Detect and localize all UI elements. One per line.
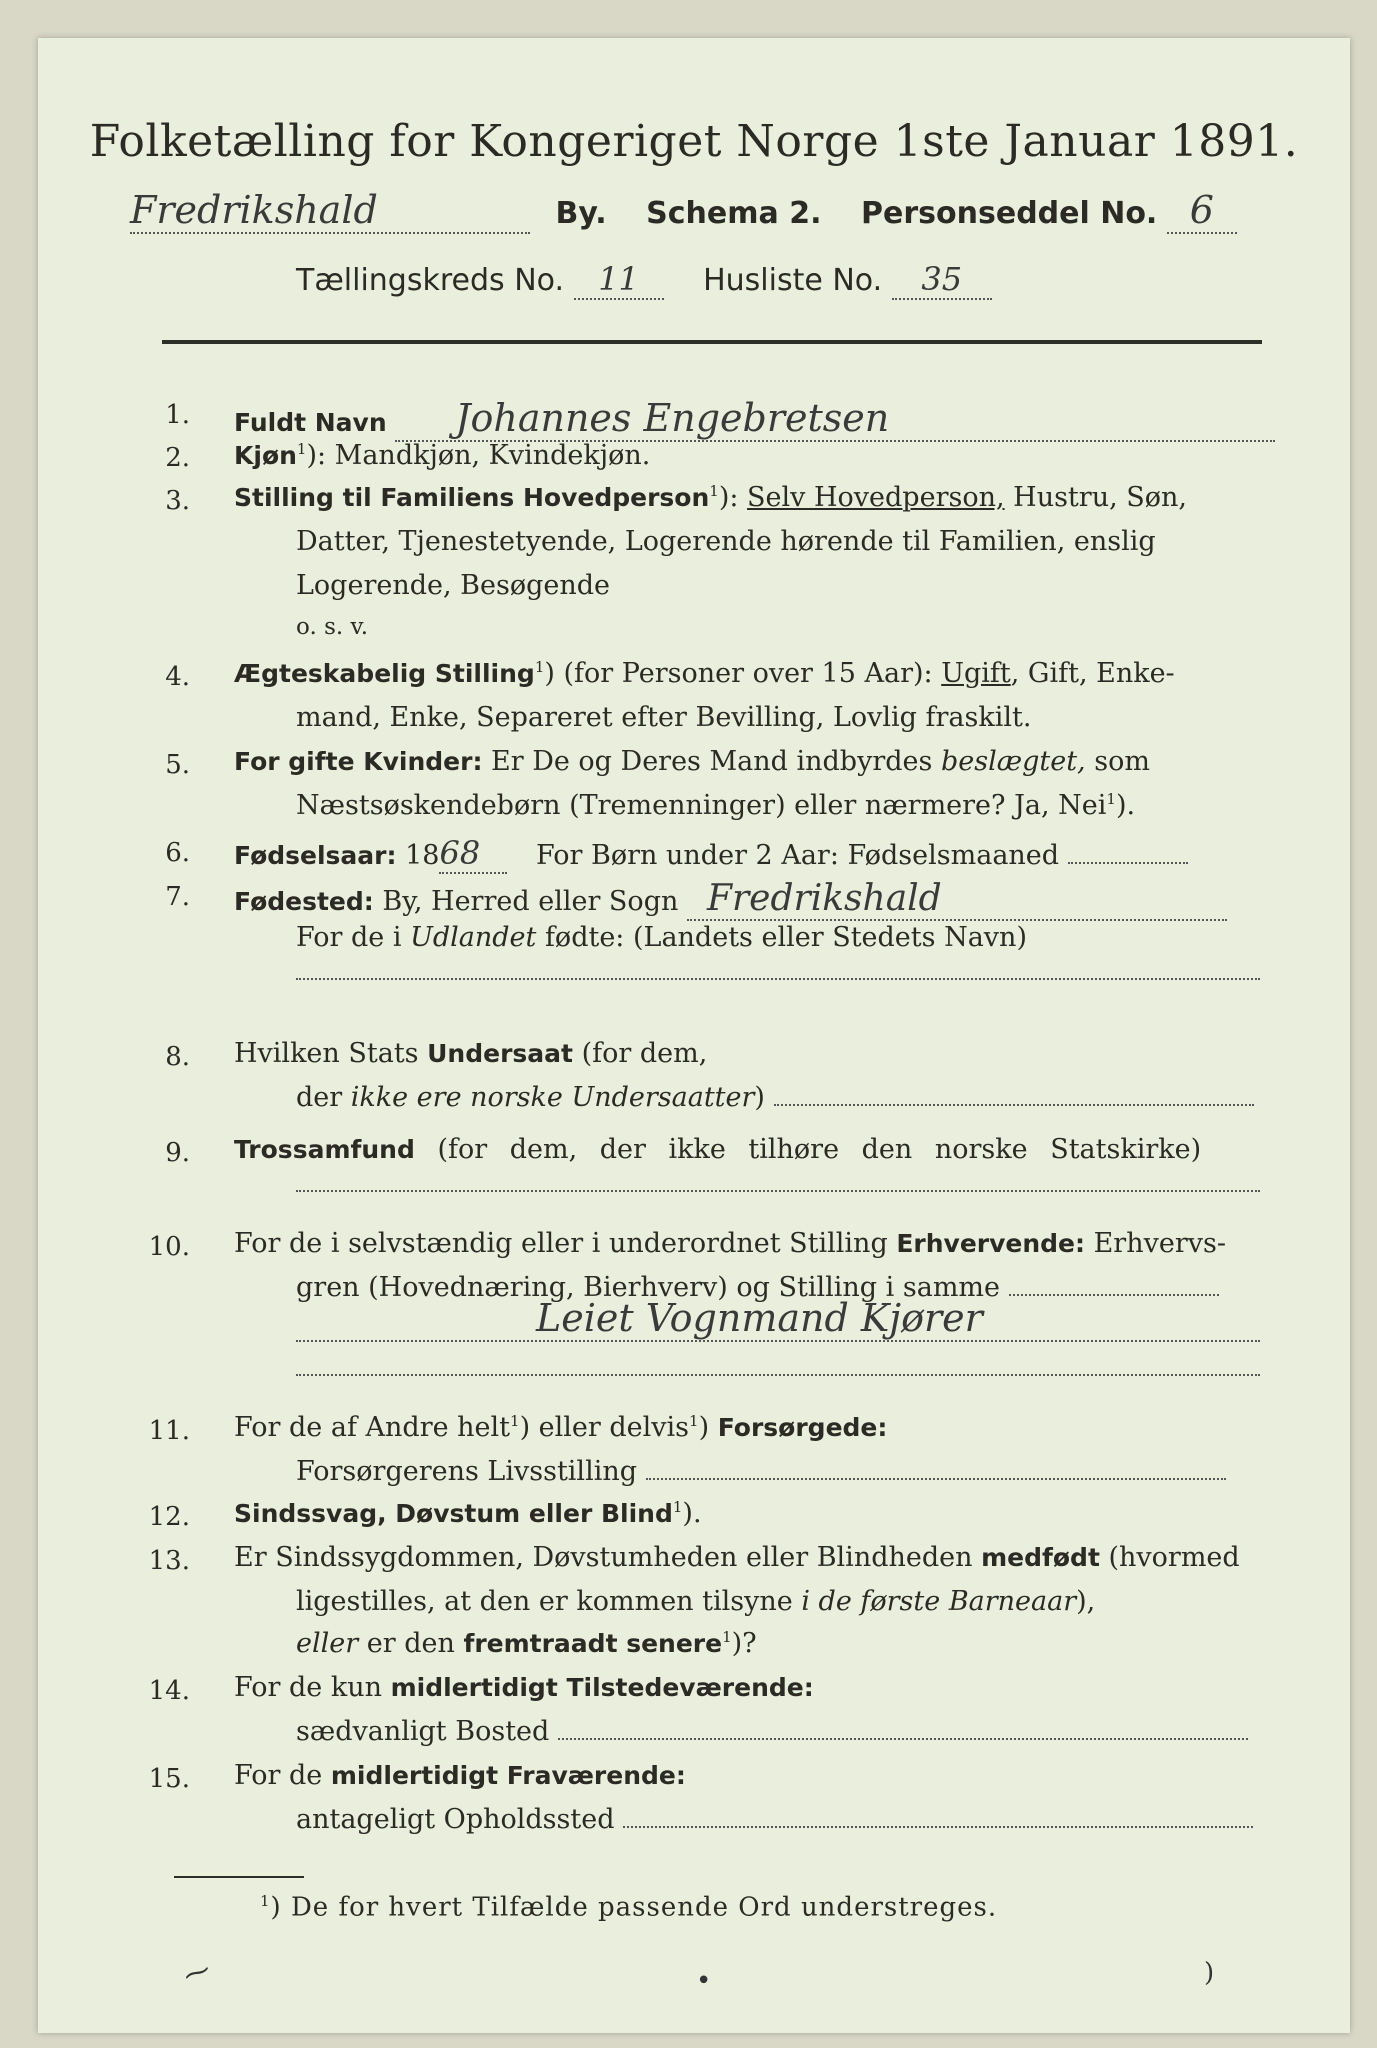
city-handwritten: Fredrikshald xyxy=(130,188,530,234)
item-birthplace xyxy=(234,878,1227,921)
item-marital-status xyxy=(234,658,1175,689)
disability-label: Sindssvag, Døvstum eller Blind xyxy=(234,1499,673,1528)
item-number: 7. xyxy=(165,882,190,912)
schema-line xyxy=(130,188,1330,234)
text: Næstsøskendebørn (Tremenninger) eller nærmere? Ja, Nei xyxy=(296,790,1107,821)
text: Erhvervs- xyxy=(1085,1228,1226,1259)
husliste-value: 35 xyxy=(892,260,992,300)
footnote-ref: 1 xyxy=(672,1498,683,1516)
item-married-women xyxy=(234,746,1150,777)
congenital-label: medfødt xyxy=(981,1543,1100,1572)
gender-label: Kjøn xyxy=(234,441,297,470)
item-number: 6. xyxy=(165,838,190,868)
birthplace-abroad-blank xyxy=(296,978,1260,980)
kreds-value: 11 xyxy=(574,260,664,300)
item-number: 15. xyxy=(148,1764,190,1794)
text: Forsørgerens Livsstilling xyxy=(296,1456,638,1487)
household-position-label: Stilling til Familiens Hovedperson xyxy=(234,483,710,512)
item-occupation xyxy=(234,1228,1226,1259)
item-number: 11. xyxy=(148,1416,190,1446)
item-congenital xyxy=(234,1542,1240,1573)
by-label: By. xyxy=(555,196,607,231)
ink-mark: ) xyxy=(1204,1958,1215,1988)
citizenship-label: Undersaat xyxy=(427,1039,573,1068)
text: )? xyxy=(731,1628,757,1659)
text: (hvormed xyxy=(1099,1542,1240,1573)
text: 18 xyxy=(396,840,440,871)
husliste-label: Husliste No. xyxy=(703,263,883,298)
temporary-absent-line2 xyxy=(296,1804,1253,1835)
usual-residence-blank xyxy=(558,1738,1248,1740)
household-position-line3: Logerende, Besøgende xyxy=(296,570,610,601)
text: i de første Barneaar xyxy=(801,1586,1077,1617)
text: som xyxy=(1085,746,1150,777)
text: fødte: (Landets eller Stedets Navn) xyxy=(536,922,1027,953)
marital-status-selected: Ugift xyxy=(941,658,1011,689)
household-position-line2: Datter, Tjenestetyende, Logerende hørende til Familien, enslig xyxy=(296,526,1156,557)
later-onset-label: fremtraadt senere xyxy=(463,1629,723,1658)
personseddel-label: Personseddel No. xyxy=(861,196,1158,231)
text: For de i xyxy=(296,922,411,953)
married-women-line2 xyxy=(296,790,1135,821)
item-gender xyxy=(234,440,650,471)
household-position-selected: Selv Hovedperson, xyxy=(747,482,1005,513)
marital-status-label: Ægteskabelig Stilling xyxy=(234,659,535,688)
item-disability xyxy=(234,1498,702,1529)
census-form-sheet xyxy=(38,38,1350,2033)
item-number: 12. xyxy=(148,1502,190,1532)
footnote-ref: 1 xyxy=(296,440,307,458)
ink-mark: • xyxy=(696,1966,712,1996)
text: ). xyxy=(682,1498,702,1529)
text: (for dem, xyxy=(572,1038,708,1069)
footnote-ref: 1 xyxy=(722,1628,732,1646)
occupation-value: Leiet Vognmand Kjører xyxy=(296,1296,1260,1342)
footnote-ref: 1 xyxy=(1106,790,1116,808)
kreds-line xyxy=(296,260,992,300)
item-number: 13. xyxy=(148,1546,190,1576)
text: gren (Hovednæring, Bierhverv) og Stilling i samme xyxy=(296,1272,1001,1303)
text: Hustru, Søn, xyxy=(1004,482,1187,513)
birthplace-label: Fødested: xyxy=(234,887,374,916)
text: ): xyxy=(718,482,748,513)
citizenship-line2 xyxy=(296,1082,1254,1113)
birth-month-blank xyxy=(1068,862,1188,864)
text: ligestilles, at den er kommen tilsyne xyxy=(296,1586,802,1617)
birthplace-line2 xyxy=(296,922,1027,953)
footnote-marker: 1 xyxy=(260,1892,271,1910)
marital-status-line2: mand, Enke, Separeret efter Bevilling, Lovlig fraskilt. xyxy=(296,702,1032,733)
item-number: 10. xyxy=(148,1232,190,1262)
text: , Gift, Enke- xyxy=(1010,658,1175,689)
full-name-label: Fuldt Navn xyxy=(234,408,387,437)
form-title: Folketælling for Kongeriget Norge 1ste Januar 1891. xyxy=(89,116,1299,167)
birth-year-label: Fødselsaar: xyxy=(234,841,397,870)
text: ) xyxy=(754,1082,765,1113)
text: For de af Andre helt xyxy=(234,1412,511,1443)
kreds-label: Tællingskreds No. xyxy=(296,263,564,298)
item-citizenship xyxy=(234,1038,707,1069)
text: Er De og Deres Mand indbyrdes xyxy=(482,746,941,777)
text: ikke ere norske Undersaatter xyxy=(350,1082,755,1113)
full-name-value: Johannes Engebretsen xyxy=(395,396,1275,442)
item-number: 2. xyxy=(165,443,190,473)
text: ). xyxy=(1115,790,1136,821)
item-number: 14. xyxy=(148,1676,190,1706)
birthplace-value: Fredrikshald xyxy=(687,878,1227,921)
item-household-position xyxy=(234,482,1187,513)
item-number: 8. xyxy=(165,1042,190,1072)
text: For Børn under 2 Aar: Fødselsmaaned xyxy=(536,840,1060,871)
temporary-absent-label: midlertidigt Fraværende: xyxy=(330,1761,686,1790)
text: der xyxy=(296,1082,351,1113)
supported-label: Forsørgede: xyxy=(717,1413,888,1442)
text: For de kun xyxy=(234,1672,391,1703)
item-number: 9. xyxy=(165,1138,190,1168)
text: beslægtet, xyxy=(940,746,1086,777)
item-supported: For de af Andre helt$^1$) eller delvis$^1$) Forsørgede: xyxy=(234,1412,888,1443)
item-number: 3. xyxy=(165,486,190,516)
item-full-name xyxy=(234,396,1275,442)
personseddel-value: 6 xyxy=(1167,188,1237,234)
item-number: 1. xyxy=(165,400,190,430)
item-number: 4. xyxy=(165,662,190,692)
occupation-label: Erhvervende: xyxy=(896,1229,1086,1258)
text: sædvanligt Bosted xyxy=(296,1716,550,1747)
text: Er Sindssygdommen, Døvstumheden eller Blindheden xyxy=(234,1542,982,1573)
footnote-ref: 1 xyxy=(534,658,545,676)
item-number: 5. xyxy=(165,750,190,780)
gender-options: ): Mandkjøn, Kvindekjøn. xyxy=(306,440,651,471)
text: er den xyxy=(358,1628,464,1659)
footnote-text: ) De for hvert Tilfælde passende Ord understreges. xyxy=(270,1892,998,1923)
text: By, Herred eller Sogn xyxy=(373,886,679,917)
text: Hvilken Stats xyxy=(234,1038,428,1069)
item-temporary-present xyxy=(234,1672,814,1703)
text: ) (for Personer over 15 Aar): xyxy=(544,658,942,689)
birth-year-value: 68 xyxy=(439,834,507,874)
temporary-present-label: midlertidigt Tilstedeværende: xyxy=(390,1673,814,1702)
text: Udlandet xyxy=(410,922,537,953)
text: antageligt Opholdssted xyxy=(296,1804,615,1835)
text: ) eller delvis xyxy=(519,1412,690,1443)
temporary-location-blank xyxy=(623,1826,1253,1828)
item-religion xyxy=(234,1134,1264,1165)
temporary-present-line2 xyxy=(296,1716,1248,1747)
item-temporary-absent xyxy=(234,1760,686,1791)
household-position-line4: o. s. v. xyxy=(296,614,369,640)
text: ), xyxy=(1076,1586,1096,1617)
schema-label: Schema 2. xyxy=(646,196,822,231)
footnote xyxy=(260,1892,997,1923)
married-women-label: For gifte Kvinder: xyxy=(234,747,483,776)
footnote-ref: 1 xyxy=(510,1412,520,1430)
footnote-rule xyxy=(174,1876,304,1878)
text: (for dem, der ikke tilhøre den norske Statskirke) xyxy=(414,1134,1202,1165)
congenital-line2 xyxy=(296,1586,1095,1617)
supported-line2 xyxy=(296,1456,1226,1487)
text: For de i selvstændig eller i underordnet Stilling xyxy=(234,1228,897,1259)
religion-blank xyxy=(296,1190,1260,1192)
occupation-blank-2 xyxy=(296,1374,1260,1376)
text: eller xyxy=(296,1628,359,1659)
religion-label: Trossamfund xyxy=(234,1135,415,1164)
supporter-blank xyxy=(646,1478,1226,1480)
congenital-line3 xyxy=(296,1628,757,1659)
header-rule xyxy=(162,340,1262,344)
item-birth-year xyxy=(234,834,1188,874)
text: For de xyxy=(234,1760,331,1791)
footnote-ref: 1 xyxy=(689,1412,699,1430)
footnote-ref: 1 xyxy=(709,482,719,500)
ink-mark: ⁓ xyxy=(179,1954,215,1992)
citizenship-blank xyxy=(774,1104,1254,1106)
